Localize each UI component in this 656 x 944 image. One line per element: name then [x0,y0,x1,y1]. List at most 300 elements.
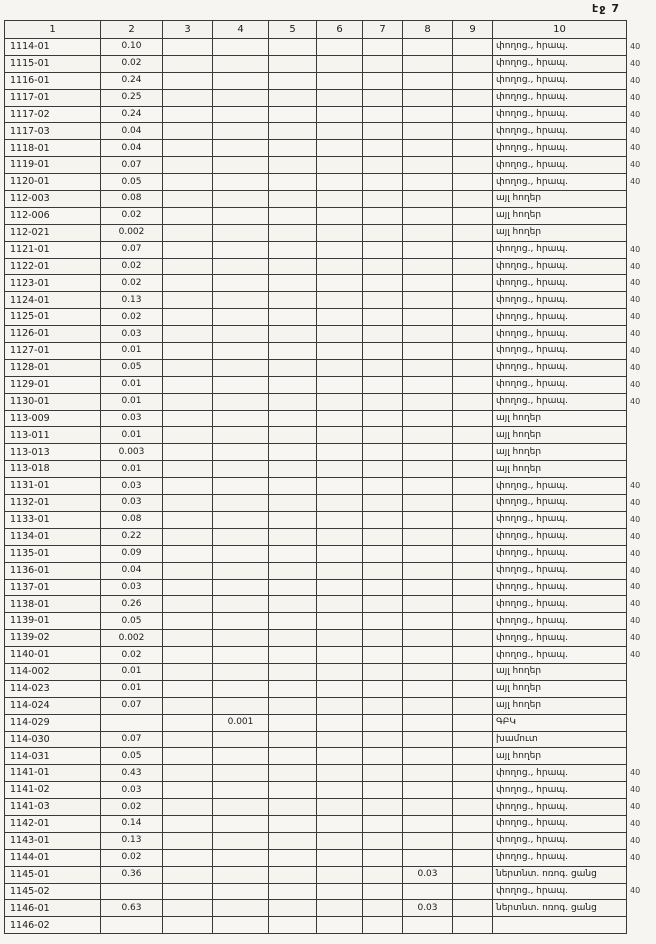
cell-col-6 [317,900,363,917]
table-row [5,765,653,782]
cell-col-9 [453,224,493,241]
cell-land-use: փողոց., հրապ. [493,376,627,393]
cell-col-6 [317,782,363,799]
cell-col-5 [269,765,317,782]
cell-area-value: 0.22 [101,528,163,545]
cell-col-8 [403,258,453,275]
table-row [5,748,653,765]
cell-area-value: 0.13 [101,832,163,849]
cell-land-use: փողոց., հրապ. [493,292,627,309]
cell-col-3 [163,309,213,326]
cell-parcel-code: 113-013 [5,444,101,461]
cell-col-4 [213,444,269,461]
cell-col-9 [453,157,493,174]
cell-parcel-code: 114-024 [5,697,101,714]
cell-col-8 [403,275,453,292]
cell-col-5 [269,680,317,697]
cell-col-9 [453,630,493,647]
cell-col-7 [363,782,403,799]
margin-annotation: 40 [630,160,641,170]
cell-col-6 [317,562,363,579]
cell-col-6 [317,815,363,832]
cell-area-value: 0.02 [101,258,163,275]
cell-col-6 [317,191,363,208]
cell-col-3 [163,765,213,782]
cell-col-9 [453,697,493,714]
cell-col-5 [269,511,317,528]
cell-parcel-code: 1145-02 [5,883,101,900]
cell-col-5 [269,545,317,562]
cell-col-4 [213,663,269,680]
cell-col-6 [317,511,363,528]
cell-col-6 [317,765,363,782]
column-header-6: 6 [317,21,363,39]
cell-col-5 [269,647,317,664]
cell-col-6 [317,832,363,849]
cell-col-7 [363,680,403,697]
cell-col-4 [213,410,269,427]
cell-land-use: փողոց., հրապ. [493,579,627,596]
cell-parcel-code: 1121-01 [5,241,101,258]
cell-parcel-code: 1146-01 [5,900,101,917]
cell-col-6 [317,258,363,275]
cell-col-4 [213,680,269,697]
cell-col-4 [213,359,269,376]
cell-col-4 [213,140,269,157]
cell-col-8 [403,495,453,512]
cell-land-use: փողոց., հրապ. [493,815,627,832]
cell-col-8 [403,292,453,309]
cell-col-9 [453,174,493,191]
cell-parcel-code: 1134-01 [5,528,101,545]
cell-col-5 [269,883,317,900]
table-row [5,427,653,444]
cell-col-3 [163,900,213,917]
cell-col-7 [363,630,403,647]
cell-parcel-code: 1133-01 [5,511,101,528]
cell-col-6 [317,224,363,241]
cell-col-3 [163,630,213,647]
cell-col-5 [269,579,317,596]
cell-col-8: 0.03 [403,866,453,883]
cell-col-6 [317,292,363,309]
cell-col-9 [453,241,493,258]
cell-land-use: փողոց., հրապ. [493,630,627,647]
margin-annotation [627,444,653,461]
margin-annotation [627,410,653,427]
cell-parcel-code: 1117-03 [5,123,101,140]
cell-col-8 [403,39,453,56]
cell-parcel-code: 1137-01 [5,579,101,596]
cell-col-5 [269,748,317,765]
table-row [5,410,653,427]
table-row [5,545,653,562]
column-header-9: 9 [453,21,493,39]
cell-col-7 [363,596,403,613]
cell-area-value: 0.03 [101,782,163,799]
cell-col-7 [363,832,403,849]
cell-col-3 [163,680,213,697]
margin-annotation [627,900,653,917]
cell-land-use: փողոց., հրապ. [493,72,627,89]
cell-col-5 [269,89,317,106]
cell-col-9 [453,495,493,512]
cell-col-3 [163,478,213,495]
cell-col-5 [269,241,317,258]
cell-col-8 [403,140,453,157]
cell-col-3 [163,343,213,360]
margin-annotation: 40 [630,497,641,507]
cell-col-9 [453,917,493,934]
cell-col-9 [453,579,493,596]
table-row [5,731,653,748]
cell-parcel-code: 112-021 [5,224,101,241]
cell-area-value: 0.07 [101,697,163,714]
cell-col-4 [213,883,269,900]
cell-col-9 [453,832,493,849]
cell-col-8 [403,393,453,410]
cell-land-use: փողոց., հրապ. [493,799,627,816]
cell-col-5 [269,140,317,157]
cell-col-8 [403,106,453,123]
cell-col-7 [363,191,403,208]
cell-col-8 [403,123,453,140]
cell-col-8 [403,613,453,630]
cell-col-5 [269,849,317,866]
cell-area-value: 0.26 [101,596,163,613]
cell-land-use: փողոց., հրապ. [493,39,627,56]
cell-parcel-code: 1128-01 [5,359,101,376]
cell-col-6 [317,241,363,258]
cell-col-8 [403,191,453,208]
cell-area-value: 0.02 [101,799,163,816]
cell-col-4 [213,866,269,883]
cell-col-9 [453,106,493,123]
cell-parcel-code: 1135-01 [5,545,101,562]
cell-land-use: փողոց., հրապ. [493,140,627,157]
cell-col-9 [453,815,493,832]
cell-col-6 [317,866,363,883]
cell-area-value: 0.24 [101,72,163,89]
cell-col-8 [403,207,453,224]
cell-parcel-code: 1139-02 [5,630,101,647]
margin-annotation: 40 [630,548,641,558]
margin-annotation: 40 [630,345,641,355]
table-row [5,224,653,241]
cell-col-7 [363,224,403,241]
margin-annotation [627,731,653,748]
cell-area-value: 0.02 [101,55,163,72]
cell-land-use: փողոց., հրապ. [493,647,627,664]
margin-annotation [627,748,653,765]
cell-parcel-code: 1139-01 [5,613,101,630]
cell-col-8 [403,680,453,697]
cell-land-use: այլ հողեր [493,444,627,461]
cell-col-6 [317,680,363,697]
cell-col-5 [269,731,317,748]
cell-col-7 [363,765,403,782]
cell-col-4 [213,461,269,478]
cell-col-4 [213,207,269,224]
cell-col-6 [317,528,363,545]
cell-col-7 [363,106,403,123]
cell-area-value: 0.04 [101,140,163,157]
cell-col-3 [163,647,213,664]
cell-parcel-code: 1143-01 [5,832,101,849]
cell-land-use: փողոց., հրապ. [493,89,627,106]
cell-area-value: 0.03 [101,495,163,512]
cell-col-4 [213,596,269,613]
cell-col-8 [403,799,453,816]
cell-col-3 [163,72,213,89]
table-row [5,174,653,191]
cell-col-8 [403,461,453,478]
cell-area-value: 0.01 [101,376,163,393]
cell-col-9 [453,72,493,89]
cell-col-7 [363,647,403,664]
cell-area-value: 0.02 [101,309,163,326]
cell-col-4 [213,562,269,579]
cell-land-use: փողոց., հրապ. [493,849,627,866]
cell-col-6 [317,647,363,664]
cell-col-4 [213,393,269,410]
cell-col-3 [163,562,213,579]
cell-col-3 [163,258,213,275]
cell-land-use: փողոց., հրապ. [493,258,627,275]
margin-annotation: 40 [630,329,641,339]
cell-land-use: այլ հողեր [493,427,627,444]
cell-area-value: 0.08 [101,511,163,528]
cell-parcel-code: 1116-01 [5,72,101,89]
cell-col-3 [163,427,213,444]
margin-annotation [627,866,653,883]
table-row [5,511,653,528]
margin-annotation: 40 [630,295,641,305]
cell-col-7 [363,579,403,596]
table-row [5,680,653,697]
cell-col-7 [363,39,403,56]
cell-col-6 [317,427,363,444]
cell-col-5 [269,444,317,461]
cell-land-use: փողոց., հրապ. [493,359,627,376]
cell-col-4 [213,782,269,799]
cell-col-3 [163,663,213,680]
cell-col-9 [453,292,493,309]
cell-col-4 [213,630,269,647]
cell-col-8 [403,782,453,799]
cell-col-3 [163,39,213,56]
page-number-label: էջ 7 [592,2,620,15]
cell-col-7 [363,89,403,106]
cell-col-7 [363,140,403,157]
cell-col-9 [453,326,493,343]
margin-annotation [627,207,653,224]
margin-annotation: 40 [630,650,641,659]
margin-annotation: 40 [630,835,641,845]
cell-col-9 [453,765,493,782]
table-row [5,917,653,934]
cell-parcel-code: 1126-01 [5,326,101,343]
cell-col-8 [403,241,453,258]
cell-col-4 [213,258,269,275]
cell-col-3 [163,849,213,866]
cell-col-3 [163,832,213,849]
cell-col-8 [403,528,453,545]
table-row [5,359,653,376]
table-row [5,157,653,174]
cell-col-3 [163,326,213,343]
cell-area-value [101,883,163,900]
cell-col-6 [317,883,363,900]
cell-col-3 [163,748,213,765]
margin-annotation: 40 [630,481,641,491]
cell-col-6 [317,663,363,680]
cell-col-7 [363,613,403,630]
cell-col-7 [363,207,403,224]
table-row [5,140,653,157]
cell-col-9 [453,478,493,495]
cell-col-5 [269,410,317,427]
margin-annotation: 40 [630,616,641,626]
cell-land-use: այլ հողեր [493,663,627,680]
cell-land-use: փողոց., հրապ. [493,241,627,258]
table-row [5,849,653,866]
cell-col-7 [363,849,403,866]
cell-col-7 [363,748,403,765]
cell-land-use: փողոց., հրապ. [493,478,627,495]
cell-land-use: խամուտ [493,731,627,748]
cell-col-5 [269,123,317,140]
cell-area-value [101,714,163,731]
cell-parcel-code: 1146-02 [5,917,101,934]
cell-parcel-code: 114-029 [5,714,101,731]
cell-col-7 [363,343,403,360]
cell-col-9 [453,731,493,748]
cell-col-6 [317,478,363,495]
cell-col-7 [363,495,403,512]
cell-area-value: 0.24 [101,106,163,123]
cell-col-5 [269,207,317,224]
cell-col-4 [213,900,269,917]
cell-parcel-code: 1131-01 [5,478,101,495]
cell-area-value: 0.03 [101,410,163,427]
table-row [5,799,653,816]
cell-col-5 [269,866,317,883]
cell-col-4 [213,275,269,292]
margin-annotation: 40 [630,633,641,643]
cell-parcel-code: 114-031 [5,748,101,765]
cell-area-value: 0.36 [101,866,163,883]
cell-col-5 [269,782,317,799]
cell-col-7 [363,866,403,883]
cell-land-use: այլ հողեր [493,224,627,241]
cell-col-6 [317,613,363,630]
cell-col-4 [213,123,269,140]
cell-land-use: ներտնտ. ոռոգ. ցանց [493,900,627,917]
cell-col-5 [269,275,317,292]
cell-col-3 [163,191,213,208]
cell-col-9 [453,461,493,478]
margin-annotation: 40 [630,565,641,575]
cell-col-9 [453,410,493,427]
cell-col-4: 0.001 [213,714,269,731]
cell-col-3 [163,174,213,191]
cell-col-3 [163,140,213,157]
margin-annotation: 40 [630,143,641,153]
cell-col-7 [363,157,403,174]
cell-land-use: փողոց., հրապ. [493,782,627,799]
margin-annotation [627,427,653,444]
cell-col-8 [403,343,453,360]
cell-col-6 [317,55,363,72]
cell-col-5 [269,72,317,89]
cell-parcel-code: 1127-01 [5,343,101,360]
table-row [5,579,653,596]
cell-parcel-code: 1114-01 [5,39,101,56]
cell-col-6 [317,72,363,89]
cell-col-4 [213,427,269,444]
table-row [5,900,653,917]
cell-col-7 [363,663,403,680]
cell-area-value: 0.03 [101,326,163,343]
cell-col-5 [269,596,317,613]
margin-annotation: 40 [630,599,641,609]
cell-col-4 [213,157,269,174]
table-row [5,478,653,495]
cell-col-8 [403,596,453,613]
cell-land-use: փողոց., հրապ. [493,613,627,630]
cell-col-9 [453,714,493,731]
cell-col-5 [269,697,317,714]
cell-col-7 [363,917,403,934]
table-row [5,596,653,613]
cell-col-9 [453,799,493,816]
cell-land-use: փողոց., հրապ. [493,596,627,613]
cell-col-6 [317,123,363,140]
table-row [5,832,653,849]
cell-col-6 [317,799,363,816]
table-row [5,292,653,309]
cell-area-value: 0.14 [101,815,163,832]
cell-col-5 [269,292,317,309]
cell-area-value: 0.003 [101,444,163,461]
table-row [5,613,653,630]
cell-col-3 [163,157,213,174]
cell-land-use: փողոց., հրապ. [493,309,627,326]
cell-col-4 [213,613,269,630]
table-row [5,275,653,292]
cell-col-9 [453,191,493,208]
cell-col-6 [317,731,363,748]
cell-land-use: փողոց., հրապ. [493,832,627,849]
cell-col-8 [403,444,453,461]
cell-col-4 [213,224,269,241]
margin-annotation [627,461,653,478]
cell-col-5 [269,478,317,495]
cell-col-3 [163,89,213,106]
cell-area-value: 0.43 [101,765,163,782]
cell-land-use: այլ հողեր [493,207,627,224]
cell-col-3 [163,359,213,376]
cell-col-4 [213,343,269,360]
cell-parcel-code: 113-018 [5,461,101,478]
cell-parcel-code: 1145-01 [5,866,101,883]
cell-col-4 [213,832,269,849]
margin-annotation: 40 [630,126,641,136]
cell-col-3 [163,207,213,224]
cell-col-4 [213,55,269,72]
cell-col-6 [317,461,363,478]
